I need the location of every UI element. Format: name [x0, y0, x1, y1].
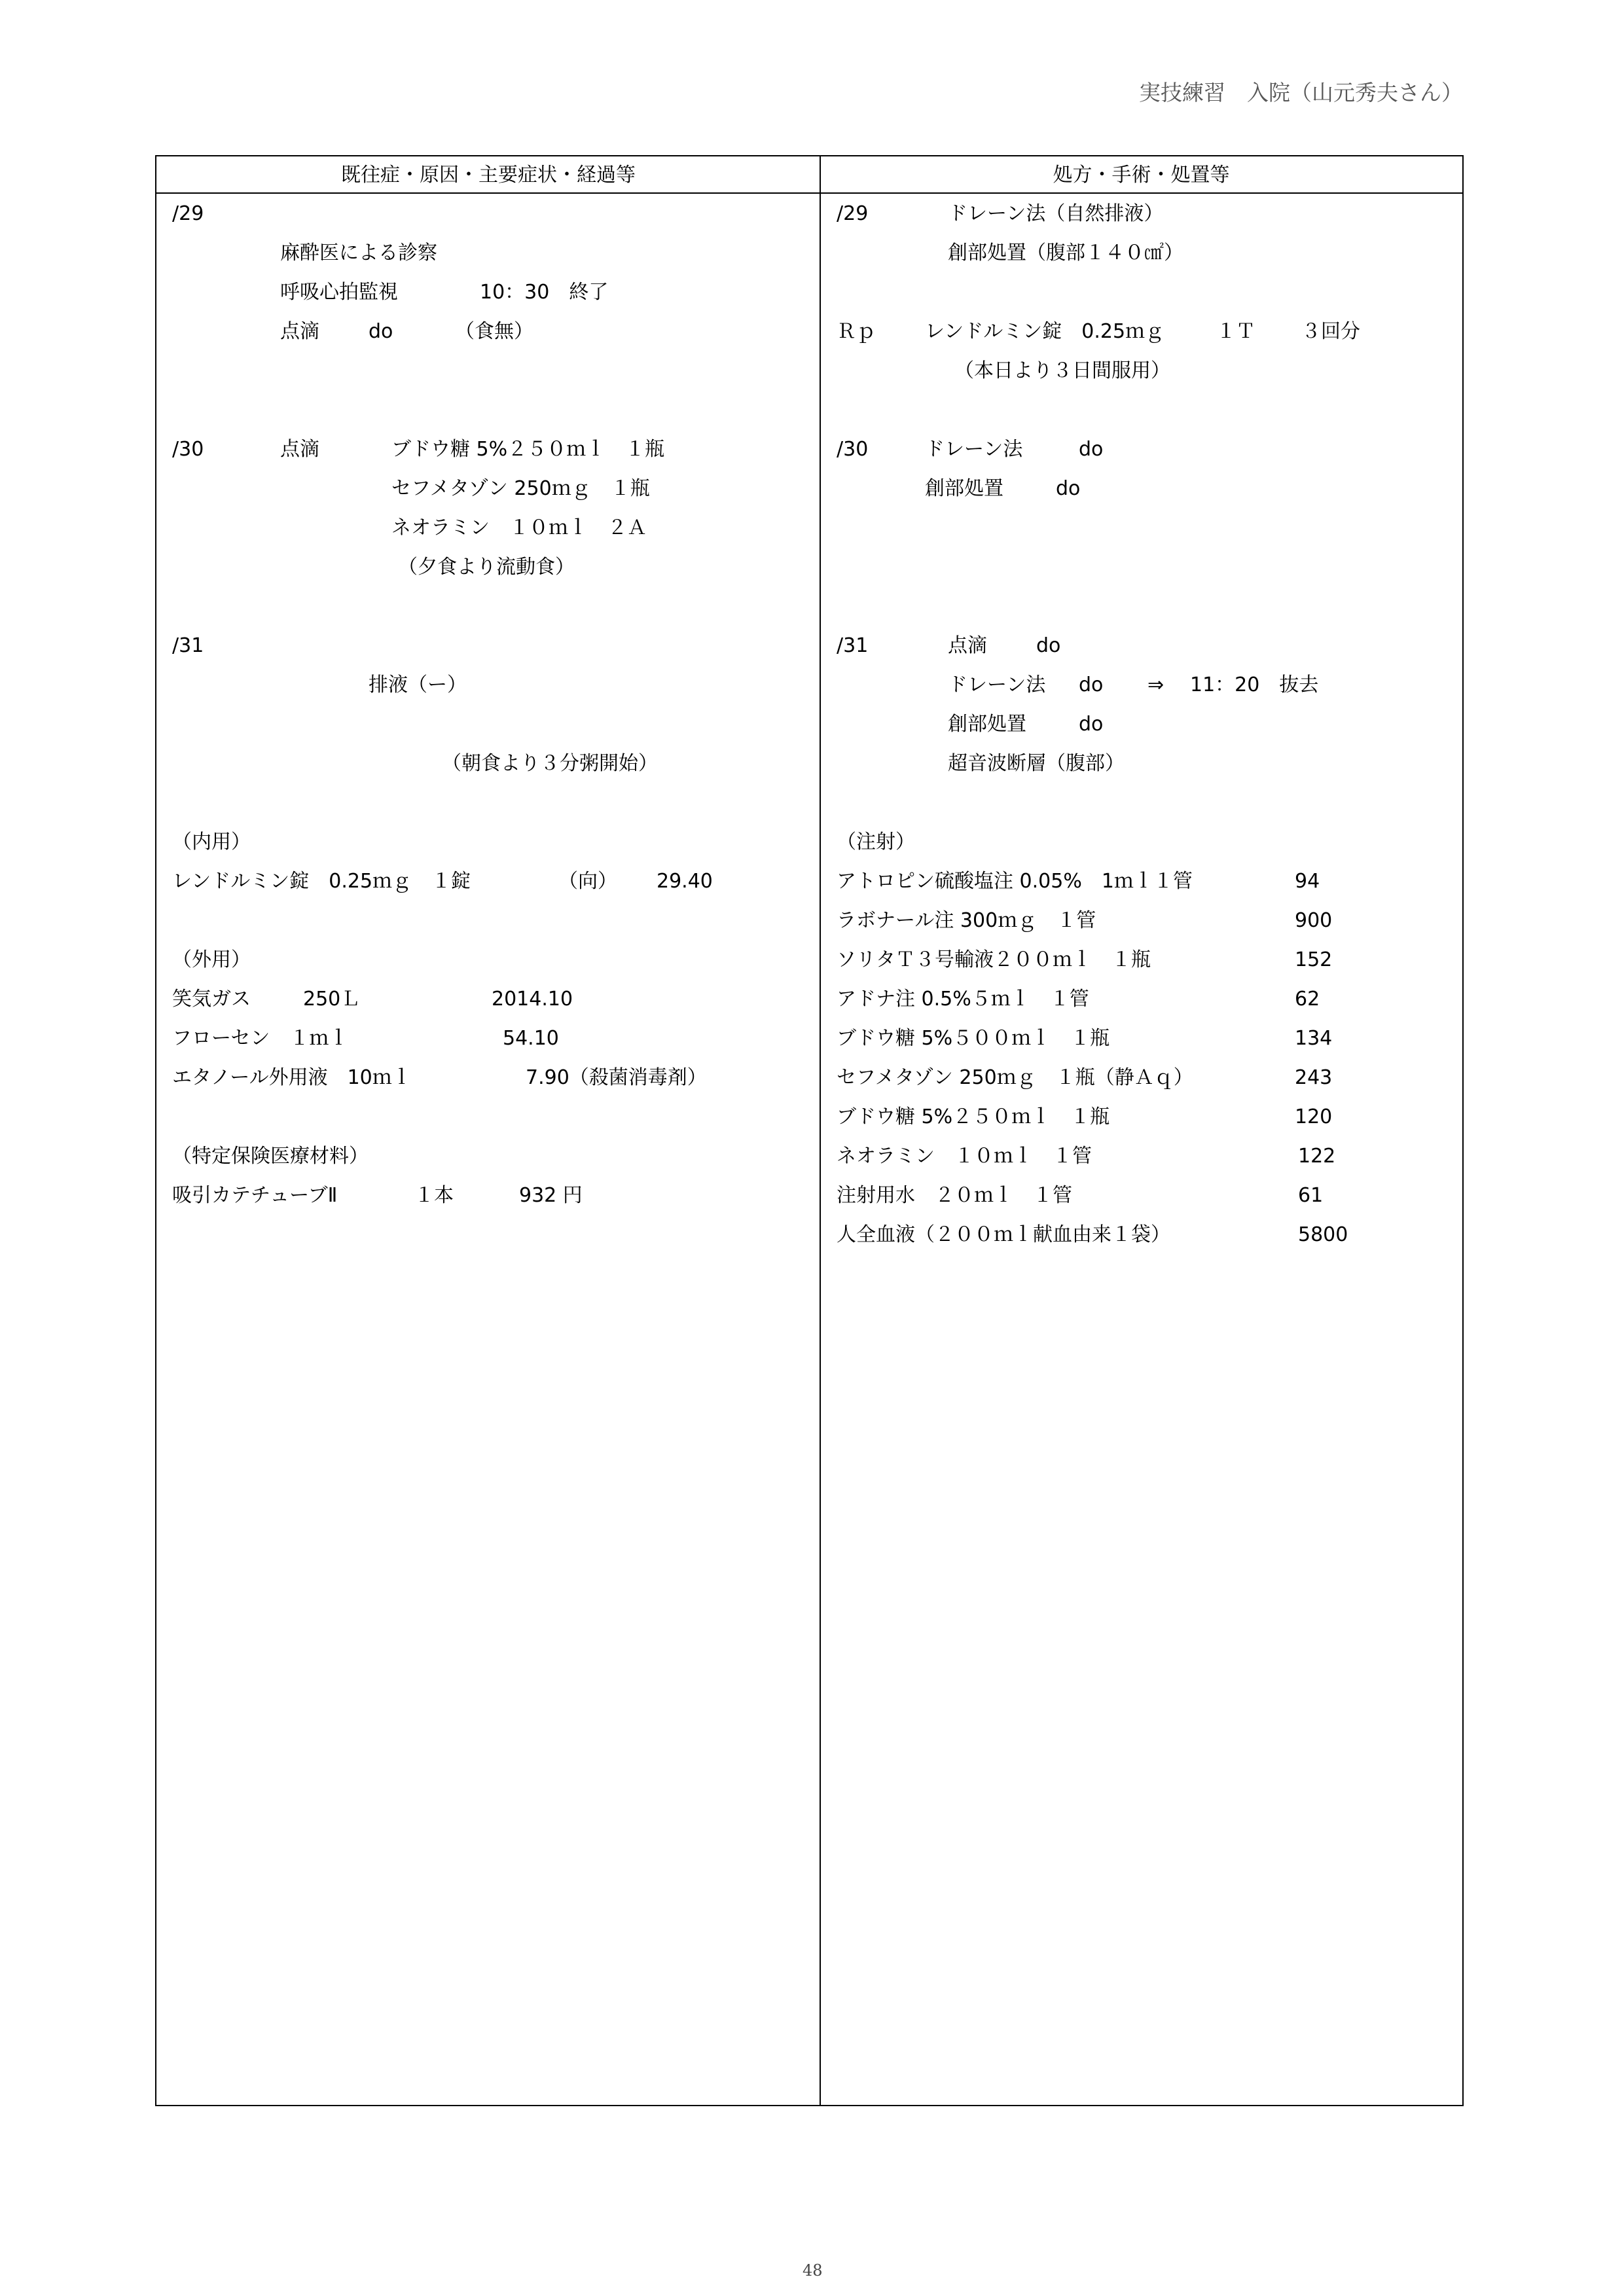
right-29-rp1b: １Ｔ	[1216, 320, 1255, 343]
right-31-line3b: do	[1079, 713, 1104, 736]
tokutei-row1-name: 吸引カテチューブⅡ	[172, 1184, 338, 1207]
right-29-rp2: （本日より３日間服用）	[954, 359, 1170, 382]
record-table	[155, 155, 1464, 2106]
gaiyo-row1-name: 笑気ガス	[172, 988, 251, 1011]
gaiyo-row1-qty: 250Ｌ	[303, 988, 361, 1011]
naiyo-header: （内用）	[172, 831, 251, 853]
gaiyo-row2-name: フローセン １ｍｌ	[172, 1027, 349, 1050]
gaiyo-header: （外用）	[172, 948, 251, 971]
chusha-item-name: アトロピン硫酸塩注 0.05% 1ｍｌ１管	[837, 870, 1193, 893]
column-divider	[820, 156, 821, 2105]
right-30-line2b: do	[1056, 477, 1081, 500]
tokutei-row1-qty: １本	[414, 1184, 454, 1207]
left-30-line2: セフメタゾン 250ｍｇ １瓶	[391, 477, 650, 500]
right-column-header: 処方・手術・処置等	[820, 156, 1462, 194]
right-29-rp: Ｒｐ	[837, 320, 876, 343]
left-31-line1: 排液（ー）	[369, 673, 467, 696]
chusha-item-name: アドナ注 0.5%５ｍｌ １管	[837, 988, 1089, 1011]
left-29-line3b: do	[369, 320, 393, 343]
left-date-30: /30	[172, 438, 204, 461]
right-30-line2a: 創部処置	[925, 477, 1003, 500]
right-31-line2b: do	[1079, 673, 1104, 696]
chusha-item-name: セフメタゾン 250ｍｇ １瓶（静Ａｑ）	[837, 1066, 1193, 1089]
left-30-line4: （夕食より流動食）	[398, 556, 575, 579]
left-column-header: 既往症・原因・主要症状・経過等	[156, 156, 820, 194]
gaiyo-row3-name: エタノール外用液 10ｍｌ	[172, 1066, 412, 1089]
chusha-item-price: 900	[1295, 909, 1333, 932]
page-number: 48	[803, 2261, 823, 2280]
gaiyo-row2-price: 54.10	[503, 1027, 559, 1050]
chusha-item-name: ブドウ糖 5%２５０ｍｌ １瓶	[837, 1105, 1110, 1128]
right-30-line1a: ドレーン法	[925, 438, 1023, 461]
chusha-item-price: 122	[1298, 1145, 1336, 1168]
page-header-title: 実技練習 入院（山元秀夫さん）	[1139, 80, 1463, 105]
chusha-item-price: 134	[1295, 1027, 1333, 1050]
right-31-arrow: ⇒	[1147, 673, 1164, 696]
right-30-line1b: do	[1079, 438, 1104, 461]
left-31-line2: （朝食より３分粥開始）	[442, 752, 658, 775]
right-29-rp1a: レンドルミン錠 0.25ｍｇ	[925, 320, 1165, 343]
chusha-item-name: ラボナール注 300ｍｇ １管	[837, 909, 1096, 932]
chusha-item-price: 152	[1295, 948, 1333, 971]
chusha-item-name: 注射用水 ２０ｍｌ １管	[837, 1184, 1072, 1207]
right-31-line2d: 11：20 抜去	[1190, 673, 1319, 696]
tokutei-row1-price: 932 円	[519, 1184, 583, 1207]
left-30-line3: ネオラミン １０ｍｌ ２Ａ	[391, 516, 647, 539]
chusha-item-price: 5800	[1298, 1223, 1348, 1246]
right-31-line3a: 創部処置	[948, 713, 1026, 736]
right-31-line4: 超音波断層（腹部）	[948, 752, 1125, 775]
left-29-line2a: 呼吸心拍監視	[280, 281, 398, 304]
left-29-line1: 麻酔医による診察	[280, 242, 437, 264]
left-30-label: 点滴	[280, 438, 319, 461]
chusha-item-price: 61	[1298, 1184, 1324, 1207]
left-date-31: /31	[172, 634, 204, 657]
right-31-line2a: ドレーン法	[948, 673, 1046, 696]
left-29-line3a: 点滴	[280, 320, 319, 343]
right-date-30: /30	[837, 438, 869, 461]
right-29-rp1c: ３回分	[1301, 320, 1360, 343]
chusha-item-name: ソリタＴ３号輸液２００ｍｌ １瓶	[837, 948, 1151, 971]
right-date-31: /31	[837, 634, 869, 657]
naiyo-row1-name: レンドルミン錠 0.25ｍｇ １錠	[172, 870, 471, 893]
right-29-line2: 創部処置（腹部１４０㎠）	[948, 242, 1183, 264]
chusha-item-price: 94	[1295, 870, 1320, 893]
right-31-line1a: 点滴	[948, 634, 987, 657]
gaiyo-row3-price: 7.90（殺菌消毒剤）	[526, 1066, 707, 1089]
tokutei-header: （特定保険医療材料）	[172, 1145, 369, 1168]
left-date-29: /29	[172, 202, 204, 225]
right-29-line1: ドレーン法（自然排液）	[948, 202, 1164, 225]
chusha-item-name: ブドウ糖 5%５００ｍｌ １瓶	[837, 1027, 1110, 1050]
left-30-line1: ブドウ糖 5%２５０ｍｌ １瓶	[391, 438, 665, 461]
right-date-29: /29	[837, 202, 869, 225]
chusha-item-price: 120	[1295, 1105, 1333, 1128]
chusha-item-name: ネオラミン １０ｍｌ １管	[837, 1145, 1092, 1168]
chusha-item-name: 人全血液（２００ｍｌ献血由来１袋）	[837, 1223, 1170, 1246]
left-29-line2b: 10：30 終了	[480, 281, 609, 304]
right-31-line1b: do	[1036, 634, 1061, 657]
chusha-item-price: 62	[1295, 988, 1320, 1011]
naiyo-row1-note: （向）	[558, 870, 617, 893]
gaiyo-row1-price: 2014.10	[492, 988, 573, 1011]
chusha-header: （注射）	[837, 831, 915, 853]
chusha-item-price: 243	[1295, 1066, 1333, 1089]
left-29-line3c: （食無）	[455, 320, 533, 343]
naiyo-row1-price: 29.40	[657, 870, 713, 893]
